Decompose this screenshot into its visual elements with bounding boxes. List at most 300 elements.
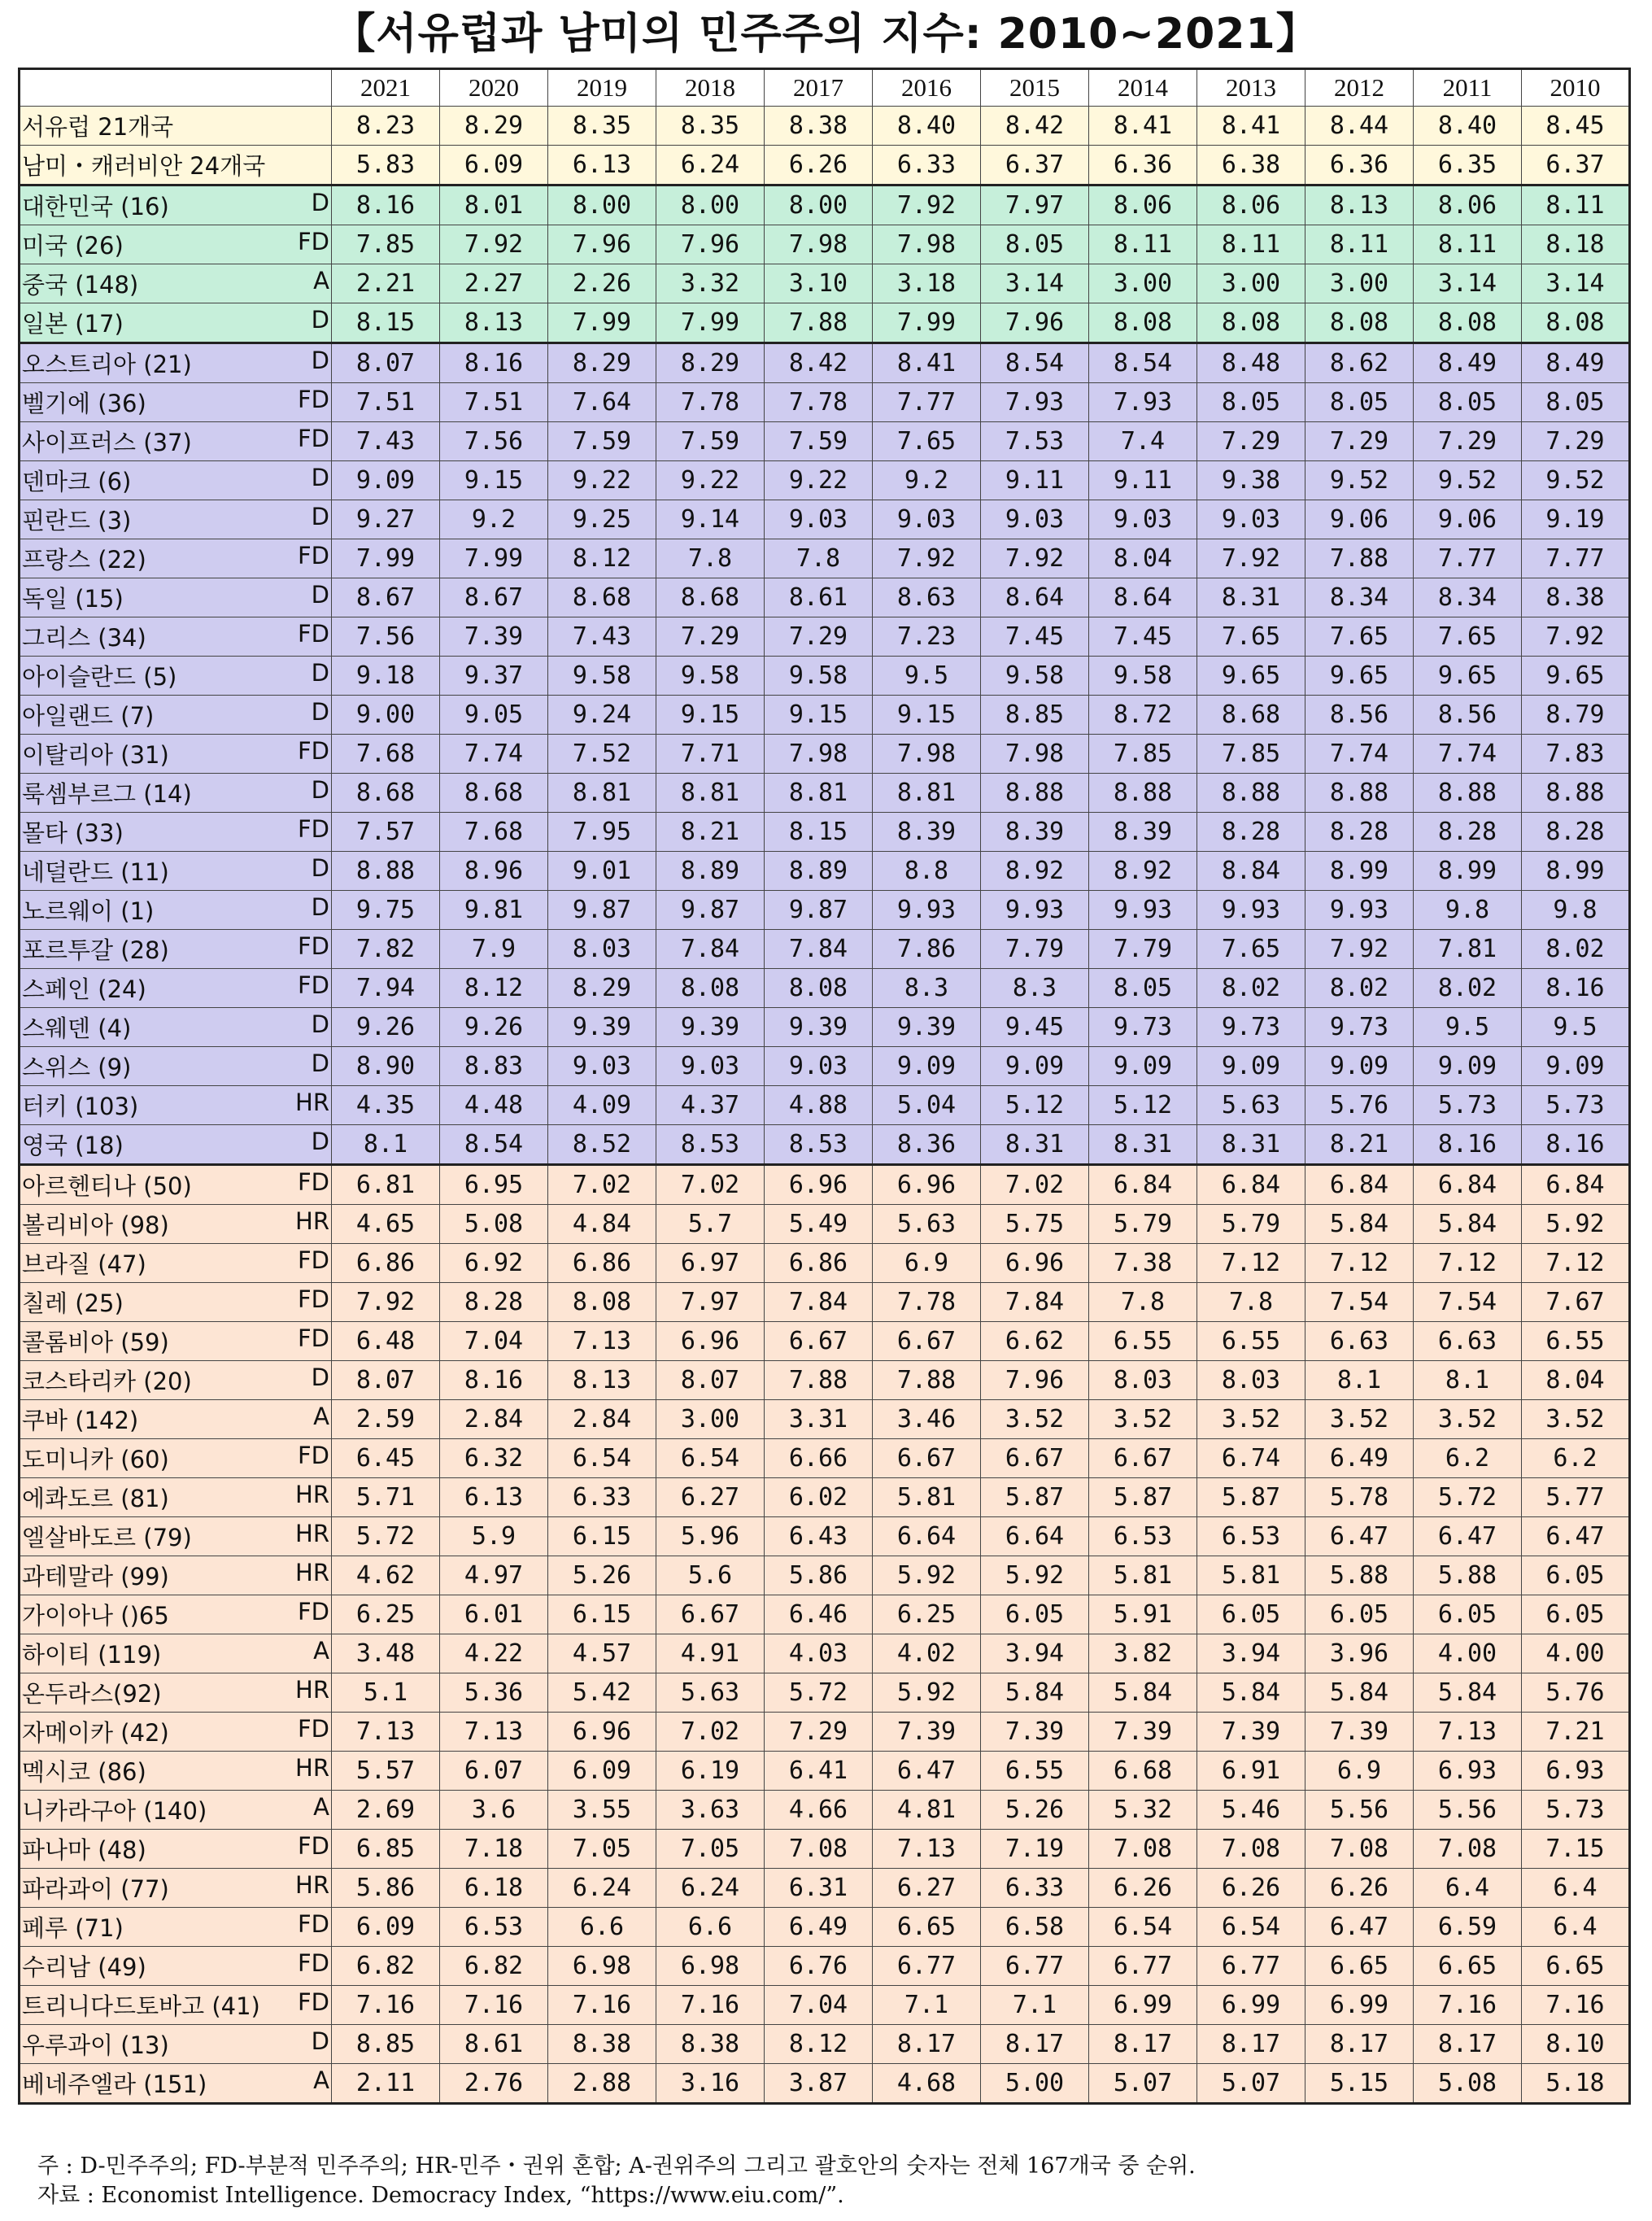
index-value-cell: 7.64 — [548, 383, 656, 422]
index-value-cell: 7.98 — [981, 735, 1089, 774]
index-value-cell: 6.24 — [656, 1869, 765, 1908]
index-value-cell: 5.73 — [1414, 1086, 1522, 1125]
country-cell — [20, 891, 332, 930]
index-value-cell: 6.54 — [1089, 1908, 1197, 1947]
index-value-cell: 7.92 — [1522, 617, 1630, 657]
regime-type: D — [311, 698, 329, 726]
index-value-cell: 7.99 — [548, 303, 656, 343]
index-value-cell: 8.00 — [548, 185, 656, 225]
index-value-cell: 6.76 — [765, 1947, 873, 1986]
index-value-cell: 8.29 — [440, 107, 548, 146]
table-row — [20, 735, 1630, 774]
table-row — [20, 107, 1630, 146]
index-value-cell: 9.24 — [548, 696, 656, 735]
country-cell — [20, 930, 332, 969]
index-value-cell: 6.33 — [548, 1478, 656, 1517]
index-value-cell: 7.45 — [1089, 617, 1197, 657]
index-value-cell: 3.87 — [765, 2064, 873, 2104]
country-name: 사이프러스 (37) — [22, 429, 192, 456]
country-cell — [20, 1244, 332, 1283]
index-value-cell: 3.18 — [873, 264, 981, 303]
index-value-cell: 6.47 — [873, 1752, 981, 1791]
index-value-cell: 8.64 — [1089, 578, 1197, 617]
country-cell — [20, 617, 332, 657]
index-value-cell: 6.59 — [1414, 1908, 1522, 1947]
index-value-cell: 9.87 — [548, 891, 656, 930]
year-header: 2018 — [656, 69, 765, 107]
index-value-cell: 9.39 — [548, 1008, 656, 1047]
index-value-cell: 9.09 — [1089, 1047, 1197, 1086]
index-value-cell: 8.12 — [765, 2025, 873, 2064]
table-row — [20, 1713, 1630, 1752]
regime-type: FD — [297, 1949, 329, 1977]
index-value-cell: 7.84 — [765, 1283, 873, 1322]
table-row — [20, 1400, 1630, 1439]
index-value-cell: 6.99 — [1305, 1986, 1414, 2025]
index-value-cell: 5.12 — [1089, 1086, 1197, 1125]
index-value-cell: 7.98 — [873, 735, 981, 774]
index-value-cell: 8.63 — [873, 578, 981, 617]
index-value-cell: 9.65 — [1197, 657, 1305, 696]
country-cell — [20, 1634, 332, 1673]
index-value-cell: 7.39 — [440, 617, 548, 657]
table-row — [20, 1791, 1630, 1830]
index-value-cell: 7.12 — [1305, 1244, 1414, 1283]
table-row — [20, 774, 1630, 813]
index-value-cell: 7.57 — [332, 813, 440, 852]
country-cell — [20, 264, 332, 303]
index-value-cell: 7.13 — [1414, 1713, 1522, 1752]
index-value-cell: 7.92 — [440, 225, 548, 264]
country-name: 핀란드 (3) — [22, 507, 132, 535]
index-value-cell: 7.12 — [1414, 1244, 1522, 1283]
index-value-cell: 5.63 — [656, 1673, 765, 1713]
index-value-cell: 9.58 — [548, 657, 656, 696]
country-name: 파라과이 (77) — [22, 1875, 169, 1903]
index-value-cell: 7.16 — [1522, 1986, 1630, 2025]
country-cell — [20, 1517, 332, 1556]
country-cell — [20, 185, 332, 225]
country-name: 쿠바 (142) — [22, 1407, 139, 1434]
regime-type: FD — [297, 228, 329, 255]
index-value-cell: 7.13 — [440, 1713, 548, 1752]
index-value-cell: 5.84 — [1197, 1673, 1305, 1713]
country-cell — [20, 1205, 332, 1244]
index-value-cell: 7.19 — [981, 1830, 1089, 1869]
index-value-cell: 8.03 — [1089, 1361, 1197, 1400]
index-value-cell: 9.09 — [981, 1047, 1089, 1086]
regime-type: D — [311, 1128, 329, 1155]
index-value-cell: 7.65 — [1197, 930, 1305, 969]
index-value-cell: 9.58 — [1089, 657, 1197, 696]
index-value-cell: 5.92 — [873, 1673, 981, 1713]
index-value-cell: 8.61 — [765, 578, 873, 617]
country-name: 니카라구아 (140) — [22, 1797, 207, 1825]
country-name: 베네주엘라 (151) — [22, 2070, 207, 2098]
index-value-cell: 9.93 — [1089, 891, 1197, 930]
table-body — [20, 107, 1630, 2104]
index-value-cell: 2.21 — [332, 264, 440, 303]
index-value-cell: 2.76 — [440, 2064, 548, 2104]
country-name: 이탈리아 (31) — [22, 741, 169, 769]
index-value-cell: 9.8 — [1522, 891, 1630, 930]
country-name: 페루 (71) — [22, 1914, 124, 1942]
regime-type: D — [311, 2027, 329, 2055]
index-value-cell: 7.99 — [440, 539, 548, 578]
regime-type: FD — [297, 542, 329, 569]
index-value-cell: 8.28 — [1522, 813, 1630, 852]
index-value-cell: 5.84 — [1089, 1673, 1197, 1713]
index-value-cell: 8.05 — [1522, 383, 1630, 422]
index-value-cell: 8.08 — [1414, 303, 1522, 343]
index-value-cell: 8.61 — [440, 2025, 548, 2064]
index-value-cell: 7.08 — [765, 1830, 873, 1869]
index-value-cell: 8.02 — [1305, 969, 1414, 1008]
index-value-cell: 7.77 — [1414, 539, 1522, 578]
index-value-cell: 8.13 — [548, 1361, 656, 1400]
index-value-cell: 8.42 — [765, 343, 873, 383]
index-value-cell: 8.38 — [548, 2025, 656, 2064]
index-value-cell: 9.37 — [440, 657, 548, 696]
index-value-cell: 9.58 — [656, 657, 765, 696]
index-value-cell: 5.87 — [981, 1478, 1089, 1517]
country-cell — [20, 1047, 332, 1086]
index-value-cell: 2.27 — [440, 264, 548, 303]
index-value-cell: 7.74 — [440, 735, 548, 774]
index-value-cell: 7.99 — [332, 539, 440, 578]
country-cell — [20, 1908, 332, 1947]
index-value-cell: 6.09 — [440, 146, 548, 185]
index-value-cell: 8.41 — [1197, 107, 1305, 146]
index-value-cell: 4.88 — [765, 1086, 873, 1125]
regime-type: FD — [297, 620, 329, 648]
index-value-cell: 8.01 — [440, 185, 548, 225]
regime-type: FD — [297, 737, 329, 765]
index-value-cell: 3.00 — [656, 1400, 765, 1439]
index-value-cell: 7.78 — [656, 383, 765, 422]
index-value-cell: 6.4 — [1522, 1908, 1630, 1947]
index-value-cell: 5.72 — [1414, 1478, 1522, 1517]
index-value-cell: 9.2 — [440, 500, 548, 539]
index-value-cell: 8.04 — [1089, 539, 1197, 578]
index-value-cell: 7.05 — [548, 1830, 656, 1869]
index-value-cell: 8.81 — [873, 774, 981, 813]
index-value-cell: 6.93 — [1522, 1752, 1630, 1791]
index-value-cell: 8.92 — [981, 852, 1089, 891]
index-value-cell: 3.48 — [332, 1634, 440, 1673]
country-name: 몰타 (33) — [22, 819, 124, 847]
index-value-cell: 6.77 — [873, 1947, 981, 1986]
index-value-cell: 7.97 — [981, 185, 1089, 225]
index-value-cell: 6.81 — [332, 1165, 440, 1205]
index-value-cell: 6.98 — [656, 1947, 765, 1986]
index-value-cell: 7.13 — [548, 1322, 656, 1361]
index-value-cell: 5.9 — [440, 1517, 548, 1556]
index-value-cell: 8.07 — [332, 1361, 440, 1400]
regime-type: D — [311, 503, 329, 530]
index-value-cell: 7.56 — [332, 617, 440, 657]
index-value-cell: 6.09 — [332, 1908, 440, 1947]
index-value-cell: 7.18 — [440, 1830, 548, 1869]
index-value-cell: 7.65 — [1305, 617, 1414, 657]
index-value-cell: 6.77 — [981, 1947, 1089, 1986]
democracy-index-table — [18, 68, 1631, 2105]
table-row — [20, 1047, 1630, 1086]
index-value-cell: 6.07 — [440, 1752, 548, 1791]
index-value-cell: 9.52 — [1305, 461, 1414, 500]
index-value-cell: 8.40 — [873, 107, 981, 146]
index-value-cell: 9.26 — [332, 1008, 440, 1047]
index-value-cell: 5.12 — [981, 1086, 1089, 1125]
country-name: 룩셈부르그 (14) — [22, 780, 192, 808]
index-value-cell: 6.47 — [1305, 1517, 1414, 1556]
index-value-cell: 9.11 — [1089, 461, 1197, 500]
year-header: 2011 — [1414, 69, 1522, 107]
index-value-cell: 8.06 — [1197, 185, 1305, 225]
index-value-cell: 8.29 — [548, 969, 656, 1008]
index-value-cell: 8.31 — [1197, 578, 1305, 617]
country-cell — [20, 657, 332, 696]
index-value-cell: 8.38 — [656, 2025, 765, 2064]
regime-type: D — [311, 1364, 329, 1391]
regime-type: D — [311, 189, 329, 216]
index-value-cell: 9.18 — [332, 657, 440, 696]
country-name: 그리스 (34) — [22, 624, 146, 652]
index-value-cell: 7.39 — [1197, 1713, 1305, 1752]
index-value-cell: 6.55 — [1197, 1322, 1305, 1361]
country-name: 오스트리아 (21) — [22, 351, 192, 378]
index-value-cell: 8.29 — [548, 343, 656, 383]
index-value-cell: 6.05 — [1522, 1556, 1630, 1595]
index-value-cell: 5.84 — [1414, 1673, 1522, 1713]
index-value-cell: 9.26 — [440, 1008, 548, 1047]
index-value-cell: 8.72 — [1089, 696, 1197, 735]
index-value-cell: 6.27 — [656, 1478, 765, 1517]
index-value-cell: 6.33 — [873, 146, 981, 185]
table-row — [20, 225, 1630, 264]
index-value-cell: 5.08 — [440, 1205, 548, 1244]
year-header: 2021 — [332, 69, 440, 107]
index-value-cell: 5.79 — [1197, 1205, 1305, 1244]
regime-type: FD — [297, 1988, 329, 2016]
index-value-cell: 6.18 — [440, 1869, 548, 1908]
index-value-cell: 7.08 — [1414, 1830, 1522, 1869]
index-value-cell: 6.37 — [1522, 146, 1630, 185]
table-row — [20, 852, 1630, 891]
index-value-cell: 4.00 — [1414, 1634, 1522, 1673]
index-value-cell: 7.83 — [1522, 735, 1630, 774]
index-value-cell: 8.31 — [1089, 1125, 1197, 1165]
index-value-cell: 5.49 — [765, 1205, 873, 1244]
index-value-cell: 8.89 — [765, 852, 873, 891]
country-name: 중국 (148) — [22, 271, 139, 299]
index-value-cell: 7.84 — [981, 1283, 1089, 1322]
index-value-cell: 8.17 — [981, 2025, 1089, 2064]
index-value-cell: 8.21 — [656, 813, 765, 852]
index-value-cell: 7.54 — [1414, 1283, 1522, 1322]
index-value-cell: 8.28 — [1197, 813, 1305, 852]
index-value-cell: 7.38 — [1089, 1244, 1197, 1283]
index-value-cell: 6.67 — [981, 1439, 1089, 1478]
country-name: 일본 (17) — [22, 310, 124, 338]
index-value-cell: 5.7 — [656, 1205, 765, 1244]
index-value-cell: 5.15 — [1305, 2064, 1414, 2104]
index-value-cell: 7.92 — [1305, 930, 1414, 969]
index-value-cell: 5.07 — [1197, 2064, 1305, 2104]
index-value-cell: 6.62 — [981, 1322, 1089, 1361]
index-value-cell: 2.84 — [440, 1400, 548, 1439]
index-value-cell: 6.02 — [765, 1478, 873, 1517]
table-row — [20, 1165, 1630, 1205]
index-value-cell: 8.07 — [332, 343, 440, 383]
country-name: 스위스 (9) — [22, 1054, 132, 1081]
table-row — [20, 343, 1630, 383]
index-value-cell: 6.35 — [1414, 146, 1522, 185]
index-value-cell: 5.87 — [1197, 1478, 1305, 1517]
index-value-cell: 4.03 — [765, 1634, 873, 1673]
index-value-cell: 8.88 — [1197, 774, 1305, 813]
index-value-cell: 5.75 — [981, 1205, 1089, 1244]
index-value-cell: 7.16 — [656, 1986, 765, 2025]
regime-type: D — [311, 464, 329, 491]
index-value-cell: 9.87 — [656, 891, 765, 930]
index-value-cell: 5.84 — [1305, 1673, 1414, 1713]
country-cell — [20, 383, 332, 422]
index-value-cell: 7.96 — [548, 225, 656, 264]
country-name: 하이티 (119) — [22, 1641, 162, 1669]
index-value-cell: 9.03 — [1089, 500, 1197, 539]
index-value-cell: 9.03 — [981, 500, 1089, 539]
table-row — [20, 1361, 1630, 1400]
index-value-cell: 6.65 — [1305, 1947, 1414, 1986]
table-row — [20, 930, 1630, 969]
regime-type: HR — [295, 1871, 329, 1899]
regime-type: HR — [295, 1559, 329, 1586]
country-cell — [20, 1595, 332, 1634]
index-value-cell: 8.35 — [548, 107, 656, 146]
index-value-cell: 4.09 — [548, 1086, 656, 1125]
index-value-cell: 8.36 — [873, 1125, 981, 1165]
index-value-cell: 7.92 — [873, 539, 981, 578]
index-value-cell: 6.32 — [440, 1439, 548, 1478]
index-value-cell: 5.84 — [1414, 1205, 1522, 1244]
index-value-cell: 7.81 — [1414, 930, 1522, 969]
index-value-cell: 6.45 — [332, 1439, 440, 1478]
country-cell — [20, 1478, 332, 1517]
index-value-cell: 8.39 — [981, 813, 1089, 852]
country-cell — [20, 1400, 332, 1439]
index-value-cell: 6.55 — [981, 1752, 1089, 1791]
index-value-cell: 8.48 — [1197, 343, 1305, 383]
index-value-cell: 3.52 — [1522, 1400, 1630, 1439]
index-value-cell: 9.03 — [1197, 500, 1305, 539]
index-value-cell: 9.52 — [1522, 461, 1630, 500]
country-name: 볼리비아 (98) — [22, 1211, 169, 1239]
index-value-cell: 7.4 — [1089, 422, 1197, 461]
table-row — [20, 1869, 1630, 1908]
index-value-cell: 8.11 — [1305, 225, 1414, 264]
country-cell — [20, 735, 332, 774]
index-value-cell: 7.51 — [440, 383, 548, 422]
index-value-cell: 5.26 — [981, 1791, 1089, 1830]
index-value-cell: 8.49 — [1414, 343, 1522, 383]
index-value-cell: 7.74 — [1305, 735, 1414, 774]
index-value-cell: 6.2 — [1522, 1439, 1630, 1478]
index-value-cell: 6.36 — [1305, 146, 1414, 185]
country-cell — [20, 539, 332, 578]
index-value-cell: 3.63 — [656, 1791, 765, 1830]
country-cell — [20, 1791, 332, 1830]
index-value-cell: 8.11 — [1414, 225, 1522, 264]
index-value-cell: 9.09 — [1197, 1047, 1305, 1086]
index-value-cell: 7.04 — [440, 1322, 548, 1361]
regime-type: D — [311, 1049, 329, 1077]
index-value-cell: 5.77 — [1522, 1478, 1630, 1517]
table-row — [20, 696, 1630, 735]
index-value-cell: 8.10 — [1522, 2025, 1630, 2064]
index-value-cell: 7.85 — [332, 225, 440, 264]
index-value-cell: 5.56 — [1305, 1791, 1414, 1830]
index-value-cell: 7.79 — [1089, 930, 1197, 969]
index-value-cell: 6.15 — [548, 1595, 656, 1634]
index-value-cell: 7.16 — [332, 1986, 440, 2025]
index-value-cell: 9.39 — [656, 1008, 765, 1047]
index-value-cell: 7.59 — [765, 422, 873, 461]
index-value-cell: 7.8 — [656, 539, 765, 578]
index-value-cell: 6.25 — [332, 1595, 440, 1634]
index-value-cell: 3.94 — [981, 1634, 1089, 1673]
index-value-cell: 7.85 — [1089, 735, 1197, 774]
index-value-cell: 5.42 — [548, 1673, 656, 1713]
index-value-cell: 6.95 — [440, 1165, 548, 1205]
country-cell — [20, 1125, 332, 1165]
index-value-cell: 8.15 — [332, 303, 440, 343]
index-value-cell: 8.81 — [765, 774, 873, 813]
index-value-cell: 9.22 — [548, 461, 656, 500]
index-value-cell: 9.09 — [1522, 1047, 1630, 1086]
index-value-cell: 6.55 — [1089, 1322, 1197, 1361]
index-value-cell: 7.88 — [1305, 539, 1414, 578]
index-value-cell: 8.16 — [440, 343, 548, 383]
index-value-cell: 7.98 — [765, 735, 873, 774]
index-value-cell: 2.69 — [332, 1791, 440, 1830]
index-value-cell: 6.65 — [873, 1908, 981, 1947]
index-value-cell: 6.53 — [1089, 1517, 1197, 1556]
index-value-cell: 7.29 — [765, 1713, 873, 1752]
index-value-cell: 5.32 — [1089, 1791, 1197, 1830]
index-value-cell: 8.05 — [1089, 969, 1197, 1008]
index-value-cell: 8.31 — [981, 1125, 1089, 1165]
index-value-cell: 9.65 — [1305, 657, 1414, 696]
index-value-cell: 4.66 — [765, 1791, 873, 1830]
index-value-cell: 7.02 — [548, 1165, 656, 1205]
regime-type: D — [311, 1010, 329, 1038]
index-value-cell: 6.84 — [1089, 1165, 1197, 1205]
regime-type: A — [313, 1637, 329, 1665]
table-row — [20, 383, 1630, 422]
index-value-cell: 8.68 — [440, 774, 548, 813]
page-title: 【서유럽과 남미의 민주주의 지수: 2010~2021】 — [333, 10, 1319, 59]
index-value-cell: 7.99 — [873, 303, 981, 343]
regime-type: FD — [297, 1715, 329, 1743]
country-name: 아일랜드 (7) — [22, 702, 155, 730]
index-value-cell: 3.52 — [981, 1400, 1089, 1439]
index-value-cell: 9.03 — [765, 500, 873, 539]
index-value-cell: 8.40 — [1414, 107, 1522, 146]
regime-type: D — [311, 854, 329, 882]
index-value-cell: 6.64 — [873, 1517, 981, 1556]
index-value-cell: 7.04 — [765, 1986, 873, 2025]
